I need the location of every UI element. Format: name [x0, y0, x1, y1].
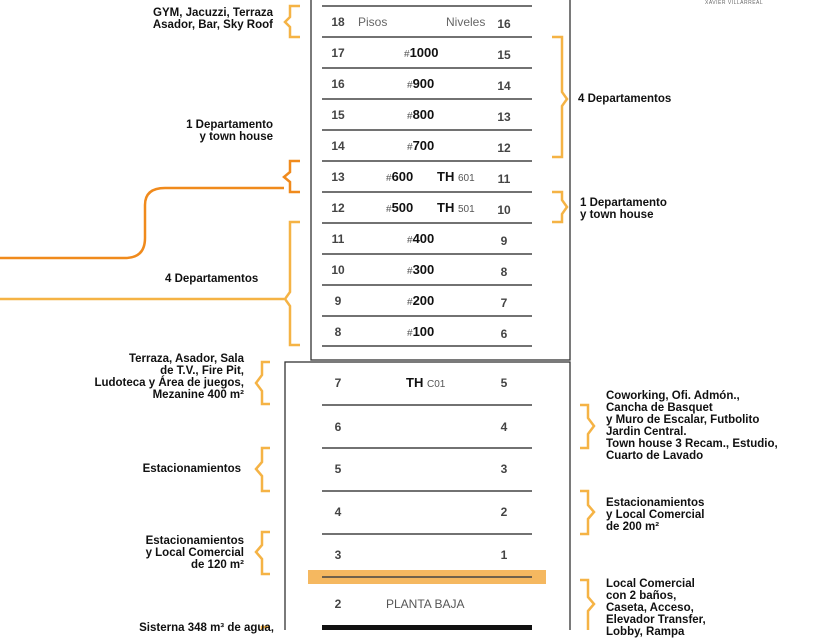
pisos-header: Pisos: [358, 15, 388, 29]
hash-symbol: #: [407, 297, 413, 308]
nivel-number: 12: [497, 141, 511, 155]
unit-number: [404, 45, 438, 60]
label-four-dept-left: 4 Departamentos: [165, 273, 259, 285]
nivel-number: 10: [497, 203, 511, 217]
basement-bar: [322, 625, 532, 630]
th-number: 501: [457, 204, 475, 215]
townhouse-label: [437, 169, 475, 184]
label-amenities-top: GYM, Jacuzzi, Terraza Asador, Bar, Sky Roof: [152, 7, 273, 31]
label-dept-th-left: 1 Departamento y town house: [186, 119, 273, 143]
unit-value: 700: [412, 138, 435, 153]
piso-number: 4: [334, 505, 342, 519]
unit-value: 900: [412, 76, 435, 91]
unit-number: [407, 324, 434, 339]
hash-symbol: #: [407, 80, 413, 91]
nivel-number: 15: [497, 48, 511, 62]
nivel-number: 8: [500, 265, 508, 279]
th-number: C01: [426, 379, 446, 390]
piso-number: 9: [334, 294, 342, 308]
hash-symbol: #: [407, 111, 413, 122]
label-coworking: Coworking, Ofi. Admón., Cancha de Basquet y Muro de Escalar, Futbolito Jardin Central. Town house 3 Recam., Estudio, Cuarto de Lavado: [606, 390, 778, 462]
unit-value: 400: [412, 231, 435, 246]
label-parking-local-left: Estacionamientos y Local Comercial de 120 m²: [145, 535, 244, 571]
nivel-number: 5: [500, 376, 508, 390]
nivel-number: 14: [497, 79, 511, 93]
piso-number: 11: [331, 232, 345, 246]
unit-value: 1000: [409, 45, 439, 60]
piso-number: 13: [331, 170, 345, 184]
podium-outline: [285, 362, 570, 630]
unit-number: [407, 76, 434, 91]
piso-number: 5: [334, 462, 342, 476]
nivel-number: 6: [500, 327, 508, 341]
nivel-number: 1: [500, 548, 508, 562]
piso-number: 12: [331, 201, 345, 215]
nivel-number: 4: [500, 420, 508, 434]
piso-number: 15: [331, 108, 345, 122]
piso-number: 18: [331, 15, 345, 29]
piso-number: 2: [334, 597, 342, 611]
hash-symbol: #: [407, 328, 413, 339]
piso-number: 16: [331, 77, 345, 91]
piso-number: 7: [334, 376, 342, 390]
piso-number: 8: [334, 325, 342, 339]
planta-baja-label: PLANTA BAJA: [386, 597, 465, 611]
th-text: TH: [437, 200, 455, 215]
unit-value: 500: [391, 200, 414, 215]
label-parking-local-right: Estacionamientos y Local Comercial de 200 m²: [606, 497, 705, 533]
nivel-number: 13: [497, 110, 511, 124]
nivel-number: 2: [500, 505, 508, 519]
unit-value: 200: [412, 293, 435, 308]
label-dept-th-right: 1 Departamento y town house: [580, 197, 667, 221]
connector-line: [0, 188, 284, 258]
th-text: TH: [406, 375, 424, 390]
label-parking: Estacionamientos: [142, 463, 241, 475]
hash-symbol: #: [407, 142, 413, 153]
th-number: 601: [457, 173, 475, 184]
nivel-number: 11: [497, 172, 511, 186]
unit-number: [407, 231, 434, 246]
townhouse-label: [406, 375, 445, 390]
piso-number: 14: [331, 139, 345, 153]
nivel-number: 3: [500, 462, 508, 476]
unit-number: [407, 138, 434, 153]
hash-symbol: #: [386, 173, 392, 184]
piso-number: 10: [331, 263, 345, 277]
nivel-number: 9: [500, 234, 508, 248]
piso-number: 3: [334, 548, 342, 562]
unit-value: 600: [391, 169, 414, 184]
unit-value: 800: [412, 107, 435, 122]
townhouse-label: [437, 200, 475, 215]
unit-number: [386, 200, 413, 215]
label-local: Local Comercial con 2 baños, Caseta, Acceso, Elevador Transfer, Lobby, Rampa: [606, 578, 706, 638]
logo: XAVIER VILLARREAL: [705, 0, 764, 6]
label-mezzanine: Terraza, Asador, Sala de T.V., Fire Pit, Ludoteca y Área de juegos, Mezanine 400 m²: [94, 353, 244, 401]
hash-symbol: #: [386, 204, 392, 215]
label-four-dept-right: 4 Departamentos: [578, 93, 672, 105]
niveles-header: Niveles: [446, 15, 486, 29]
piso-number: 6: [334, 420, 342, 434]
unit-number: [407, 262, 434, 277]
label-cistern: Sisterna 348 m³ de agua,: [139, 622, 274, 634]
unit-number: [407, 293, 434, 308]
nivel-number: 16: [497, 17, 511, 31]
unit-number: [407, 107, 434, 122]
hash-symbol: #: [404, 49, 410, 60]
unit-value: 300: [412, 262, 435, 277]
hash-symbol: #: [407, 235, 413, 246]
piso-number: 17: [331, 46, 345, 60]
hash-symbol: #: [407, 266, 413, 277]
th-text: TH: [437, 169, 455, 184]
unit-number: [386, 169, 413, 184]
unit-value: 100: [412, 324, 435, 339]
nivel-number: 7: [500, 296, 508, 310]
